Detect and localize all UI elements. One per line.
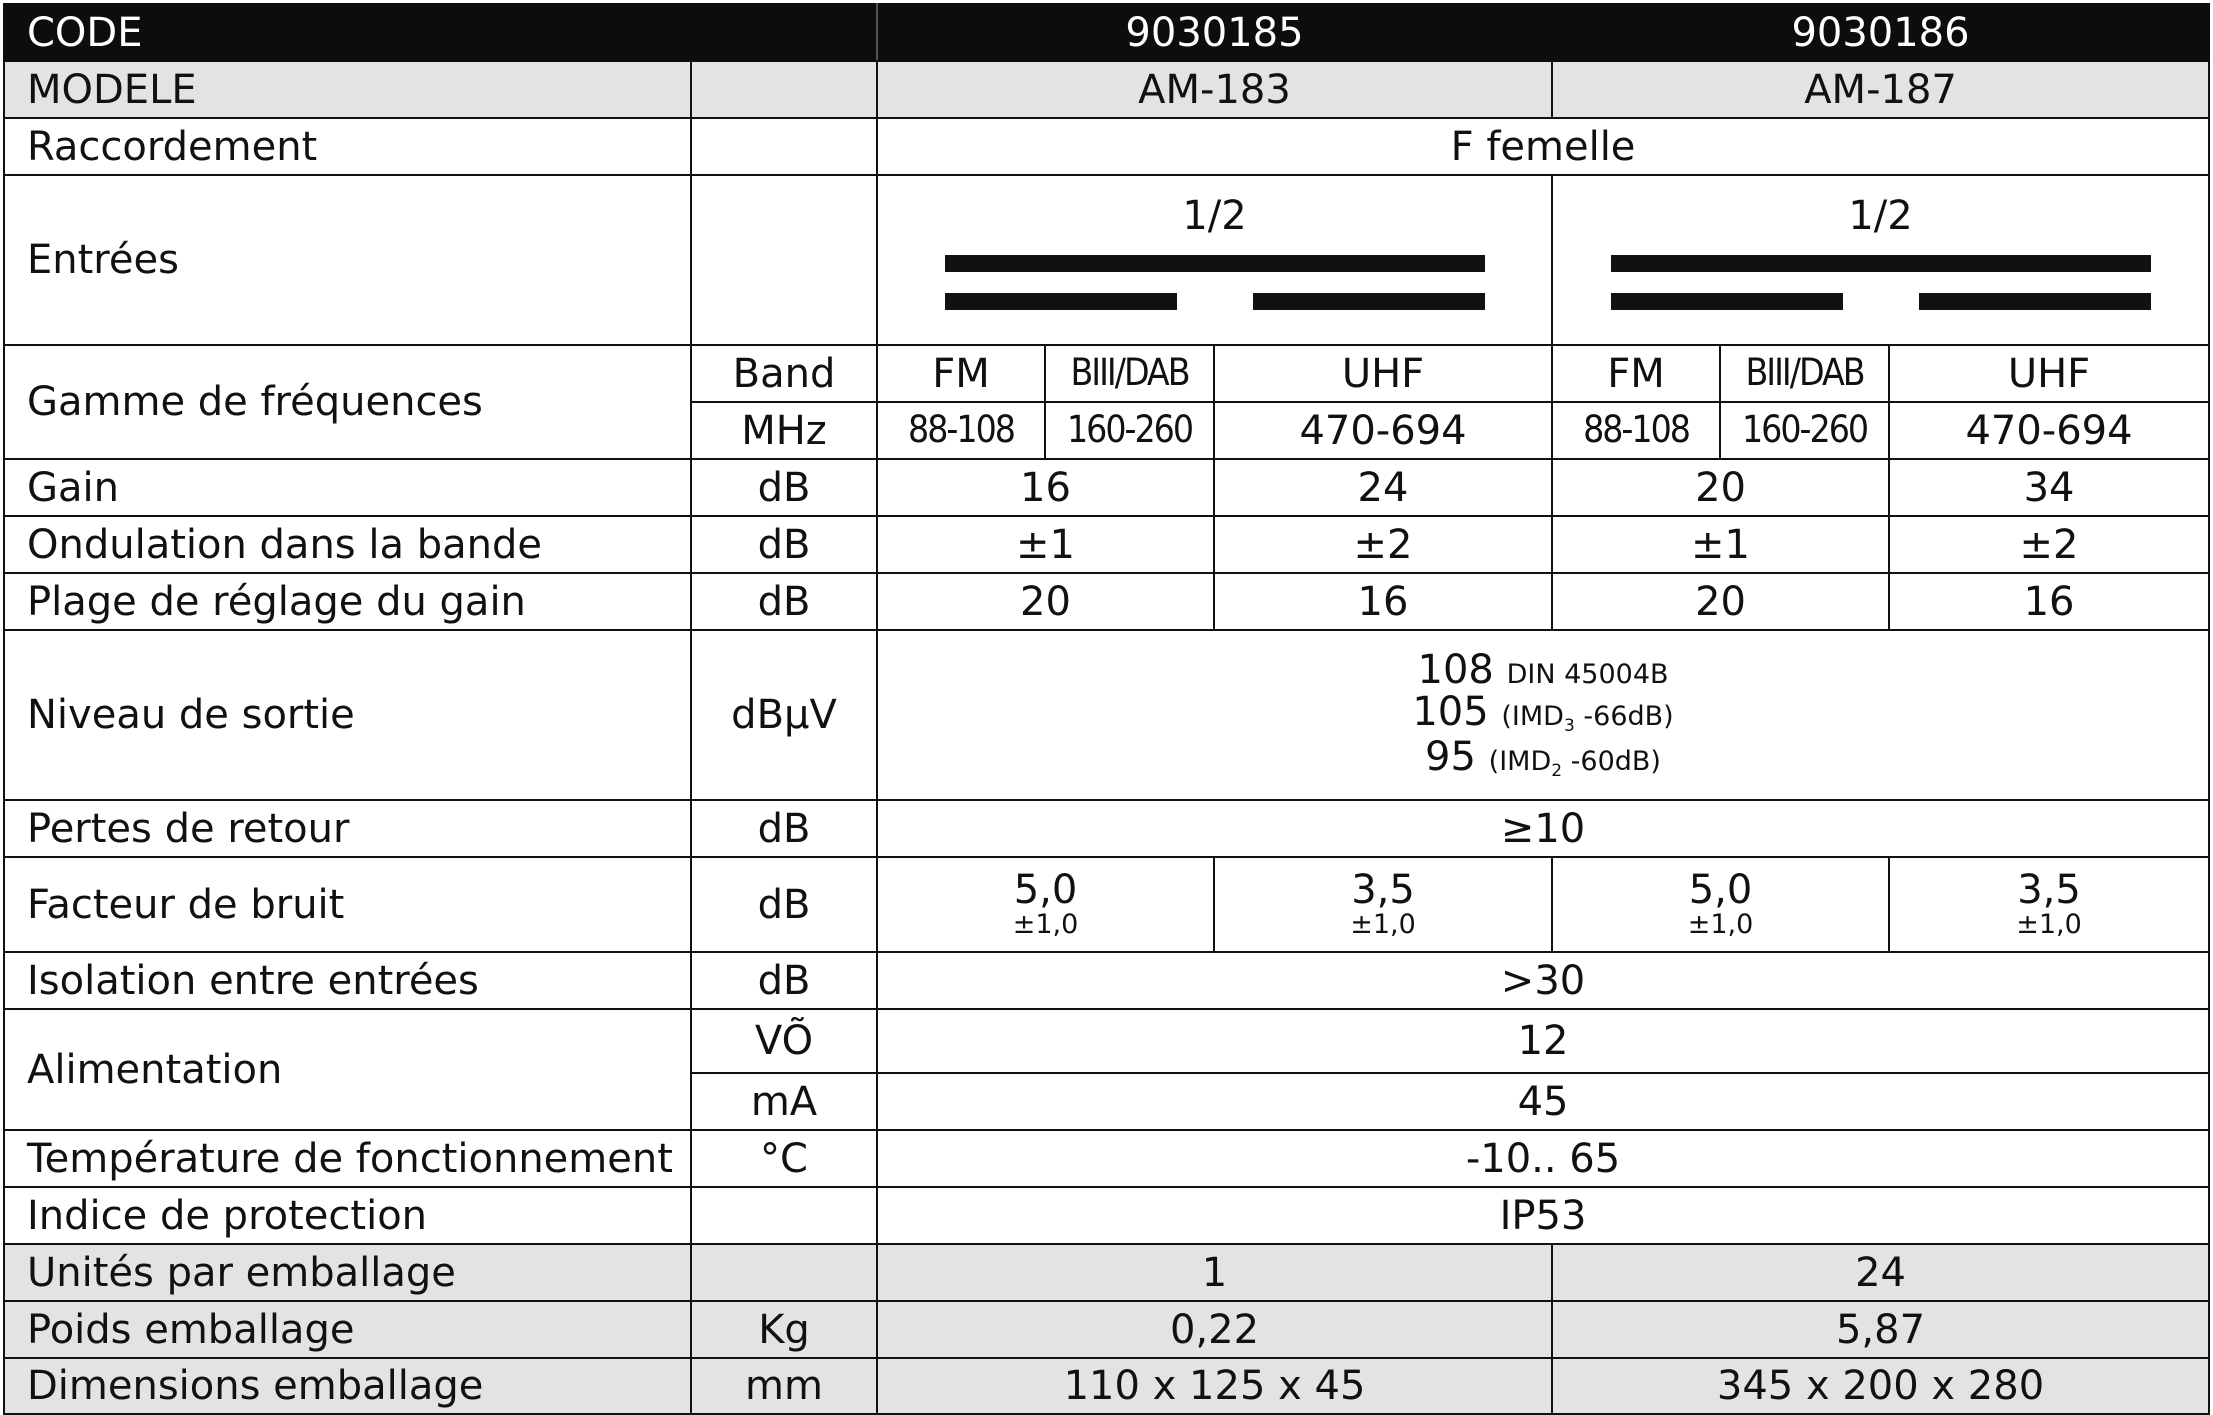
sortie-line-3	[878, 736, 2208, 781]
dimensions-label: Dimensions emballage	[4, 1358, 691, 1414]
row-raccordement	[4, 118, 2209, 175]
poids-value-a: 0,22	[877, 1301, 1552, 1358]
row-poids	[4, 1301, 2209, 1358]
bruit-value-1-tol: ±1,0	[1012, 909, 1079, 941]
ondulation-value-4: ±2	[1889, 516, 2209, 573]
temperature-unit: °C	[691, 1130, 877, 1187]
temperature-value: -10.. 65	[877, 1130, 2209, 1187]
bruit-value-4-main: 3,5	[2017, 867, 2081, 914]
alimentation-value-a: 45	[877, 1073, 2209, 1130]
range-a-1: 88-108	[877, 402, 1045, 459]
input-bar-left	[945, 293, 1177, 310]
range-b-2: 160-260	[1720, 402, 1889, 459]
mhz-unit: MHz	[691, 402, 877, 459]
band-a-1: FM	[877, 345, 1045, 402]
sortie-line-2-note-b: -66dB)	[1574, 701, 1674, 733]
bruit-value-3-tol: ±1,0	[1687, 909, 1754, 941]
row-unites	[4, 1244, 2209, 1301]
input-bar-left	[1611, 293, 1843, 310]
input-bars-diagram-icon	[945, 255, 1485, 315]
sortie-line-1-value: 108	[1417, 647, 1494, 694]
gain-value-3: 20	[1552, 459, 1889, 516]
alimentation-value-v: 12	[877, 1009, 2209, 1073]
sortie-line-3-value: 95	[1425, 734, 1476, 780]
sortie-line-1-note: DIN 45004B	[1506, 659, 1669, 691]
gain-value-2: 24	[1214, 459, 1552, 516]
bruit-value-2-main: 3,5	[1351, 867, 1415, 914]
alimentation-unit-v: VÕ	[691, 1009, 877, 1073]
bruit-value-4-tol: ±1,0	[2016, 909, 2082, 941]
row-plage	[4, 573, 2209, 630]
dimensions-value-b: 345 x 200 x 280	[1552, 1358, 2209, 1414]
band-b-1: FM	[1552, 345, 1720, 402]
gain-unit: dB	[691, 459, 877, 516]
ondulation-label: Ondulation dans la bande	[4, 516, 691, 573]
ondulation-value-1: ±1	[877, 516, 1214, 573]
row-band	[4, 345, 2209, 402]
pertes-label: Pertes de retour	[4, 800, 691, 857]
dimensions-unit: mm	[691, 1358, 877, 1414]
model-a: AM-183	[877, 61, 1552, 118]
row-isolation	[4, 952, 2209, 1009]
entrees-b	[1552, 175, 2209, 345]
bruit-value-4	[1889, 857, 2209, 952]
range-b-3: 470-694	[1889, 402, 2209, 459]
sortie-line-3-note-a: (IMD	[1488, 746, 1552, 777]
sortie-unit: dBµV	[691, 630, 877, 800]
unites-value-a: 1	[877, 1244, 1552, 1301]
plage-value-3: 20	[1552, 573, 1889, 630]
plage-value-1: 20	[877, 573, 1214, 630]
bruit-value-2-tol: ±1,0	[1350, 909, 1416, 941]
range-a-3: 470-694	[1214, 402, 1552, 459]
input-bars-diagram-icon	[1611, 255, 2151, 315]
protection-value: IP53	[877, 1187, 2209, 1244]
bruit-value-1	[877, 857, 1214, 952]
poids-label: Poids emballage	[4, 1301, 691, 1358]
entrees-unit	[691, 175, 877, 345]
row-pertes	[4, 800, 2209, 857]
isolation-value: >30	[877, 952, 2209, 1009]
range-b-1: 88-108	[1552, 402, 1720, 459]
row-entrees	[4, 175, 2209, 345]
row-code	[4, 4, 2209, 61]
input-bar-top	[1611, 255, 2151, 272]
bruit-unit: dB	[691, 857, 877, 952]
unites-unit	[691, 1244, 877, 1301]
plage-value-4: 16	[1889, 573, 2209, 630]
ondulation-value-3: ±1	[1552, 516, 1889, 573]
protection-label: Indice de protection	[4, 1187, 691, 1244]
band-unit: Band	[691, 345, 877, 402]
protection-unit	[691, 1187, 877, 1244]
sortie-line-3-note-b: -60dB)	[1562, 746, 1661, 777]
sortie-line-2-note-a: (IMD	[1501, 701, 1564, 733]
raccordement-unit	[691, 118, 877, 175]
gain-value-1: 16	[877, 459, 1214, 516]
entrees-b-value: 1/2	[1848, 193, 1913, 239]
raccordement-value: F femelle	[877, 118, 2209, 175]
alimentation-label: Alimentation	[4, 1009, 691, 1130]
band-a-2: BIII/DAB	[1045, 345, 1214, 402]
band-b-2: BIII/DAB	[1720, 345, 1889, 402]
unites-value-b: 24	[1552, 1244, 2209, 1301]
raccordement-label: Raccordement	[4, 118, 691, 175]
entrees-label: Entrées	[4, 175, 691, 345]
poids-unit: Kg	[691, 1301, 877, 1358]
input-bar-right	[1253, 293, 1485, 310]
row-protection	[4, 1187, 2209, 1244]
alimentation-unit-a: mA	[691, 1073, 877, 1130]
plage-label: Plage de réglage du gain	[4, 573, 691, 630]
sortie-line-2	[878, 691, 2208, 736]
sortie-line-3-sub: 2	[1551, 761, 1563, 781]
dimensions-value-a: 110 x 125 x 45	[877, 1358, 1552, 1414]
sortie-line-2-value: 105	[1412, 689, 1489, 736]
gain-value-4: 34	[1889, 459, 2209, 516]
row-alimentation-v	[4, 1009, 2209, 1073]
model-label: MODELE	[4, 61, 691, 118]
pertes-unit: dB	[691, 800, 877, 857]
sortie-line-1	[878, 647, 2208, 694]
entrees-a-value: 1/2	[1182, 193, 1247, 239]
bruit-label: Facteur de bruit	[4, 857, 691, 952]
plage-unit: dB	[691, 573, 877, 630]
row-temperature	[4, 1130, 2209, 1187]
gain-label: Gain	[4, 459, 691, 516]
pertes-value: ≥10	[877, 800, 2209, 857]
sortie-line-3-note	[1488, 746, 1661, 781]
unites-label: Unités par emballage	[4, 1244, 691, 1301]
entrees-a	[877, 175, 1552, 345]
sortie-label: Niveau de sortie	[4, 630, 691, 800]
row-model	[4, 61, 2209, 118]
row-sortie	[4, 630, 2209, 800]
spec-table	[3, 3, 2210, 1415]
row-bruit	[4, 857, 2209, 952]
row-ondulation	[4, 516, 2209, 573]
plage-value-2: 16	[1214, 573, 1552, 630]
row-dimensions	[4, 1358, 2209, 1414]
input-bar-right	[1919, 293, 2151, 310]
model-b: AM-187	[1552, 61, 2209, 118]
ondulation-unit: dB	[691, 516, 877, 573]
sortie-values	[877, 630, 2209, 800]
poids-value-b: 5,87	[1552, 1301, 2209, 1358]
ondulation-value-2: ±2	[1214, 516, 1552, 573]
code-a: 9030185	[877, 4, 1552, 61]
row-gain	[4, 459, 2209, 516]
bruit-value-2	[1214, 857, 1552, 952]
frequences-label: Gamme de fréquences	[4, 345, 691, 459]
model-unit	[691, 61, 877, 118]
range-a-2: 160-260	[1045, 402, 1214, 459]
input-bar-top	[945, 255, 1485, 272]
bruit-value-3	[1552, 857, 1889, 952]
sortie-line-2-sub: 3	[1563, 716, 1575, 737]
temperature-label: Température de fonctionnement	[4, 1130, 691, 1187]
sortie-line-2-note	[1501, 701, 1674, 737]
isolation-unit: dB	[691, 952, 877, 1009]
isolation-label: Isolation entre entrées	[4, 952, 691, 1009]
bruit-value-1-main: 5,0	[1013, 867, 1078, 914]
code-label: CODE	[4, 4, 877, 61]
code-b: 9030186	[1552, 4, 2209, 61]
band-a-3: UHF	[1214, 345, 1552, 402]
band-b-3: UHF	[1889, 345, 2209, 402]
bruit-value-3-main: 5,0	[1688, 867, 1753, 914]
